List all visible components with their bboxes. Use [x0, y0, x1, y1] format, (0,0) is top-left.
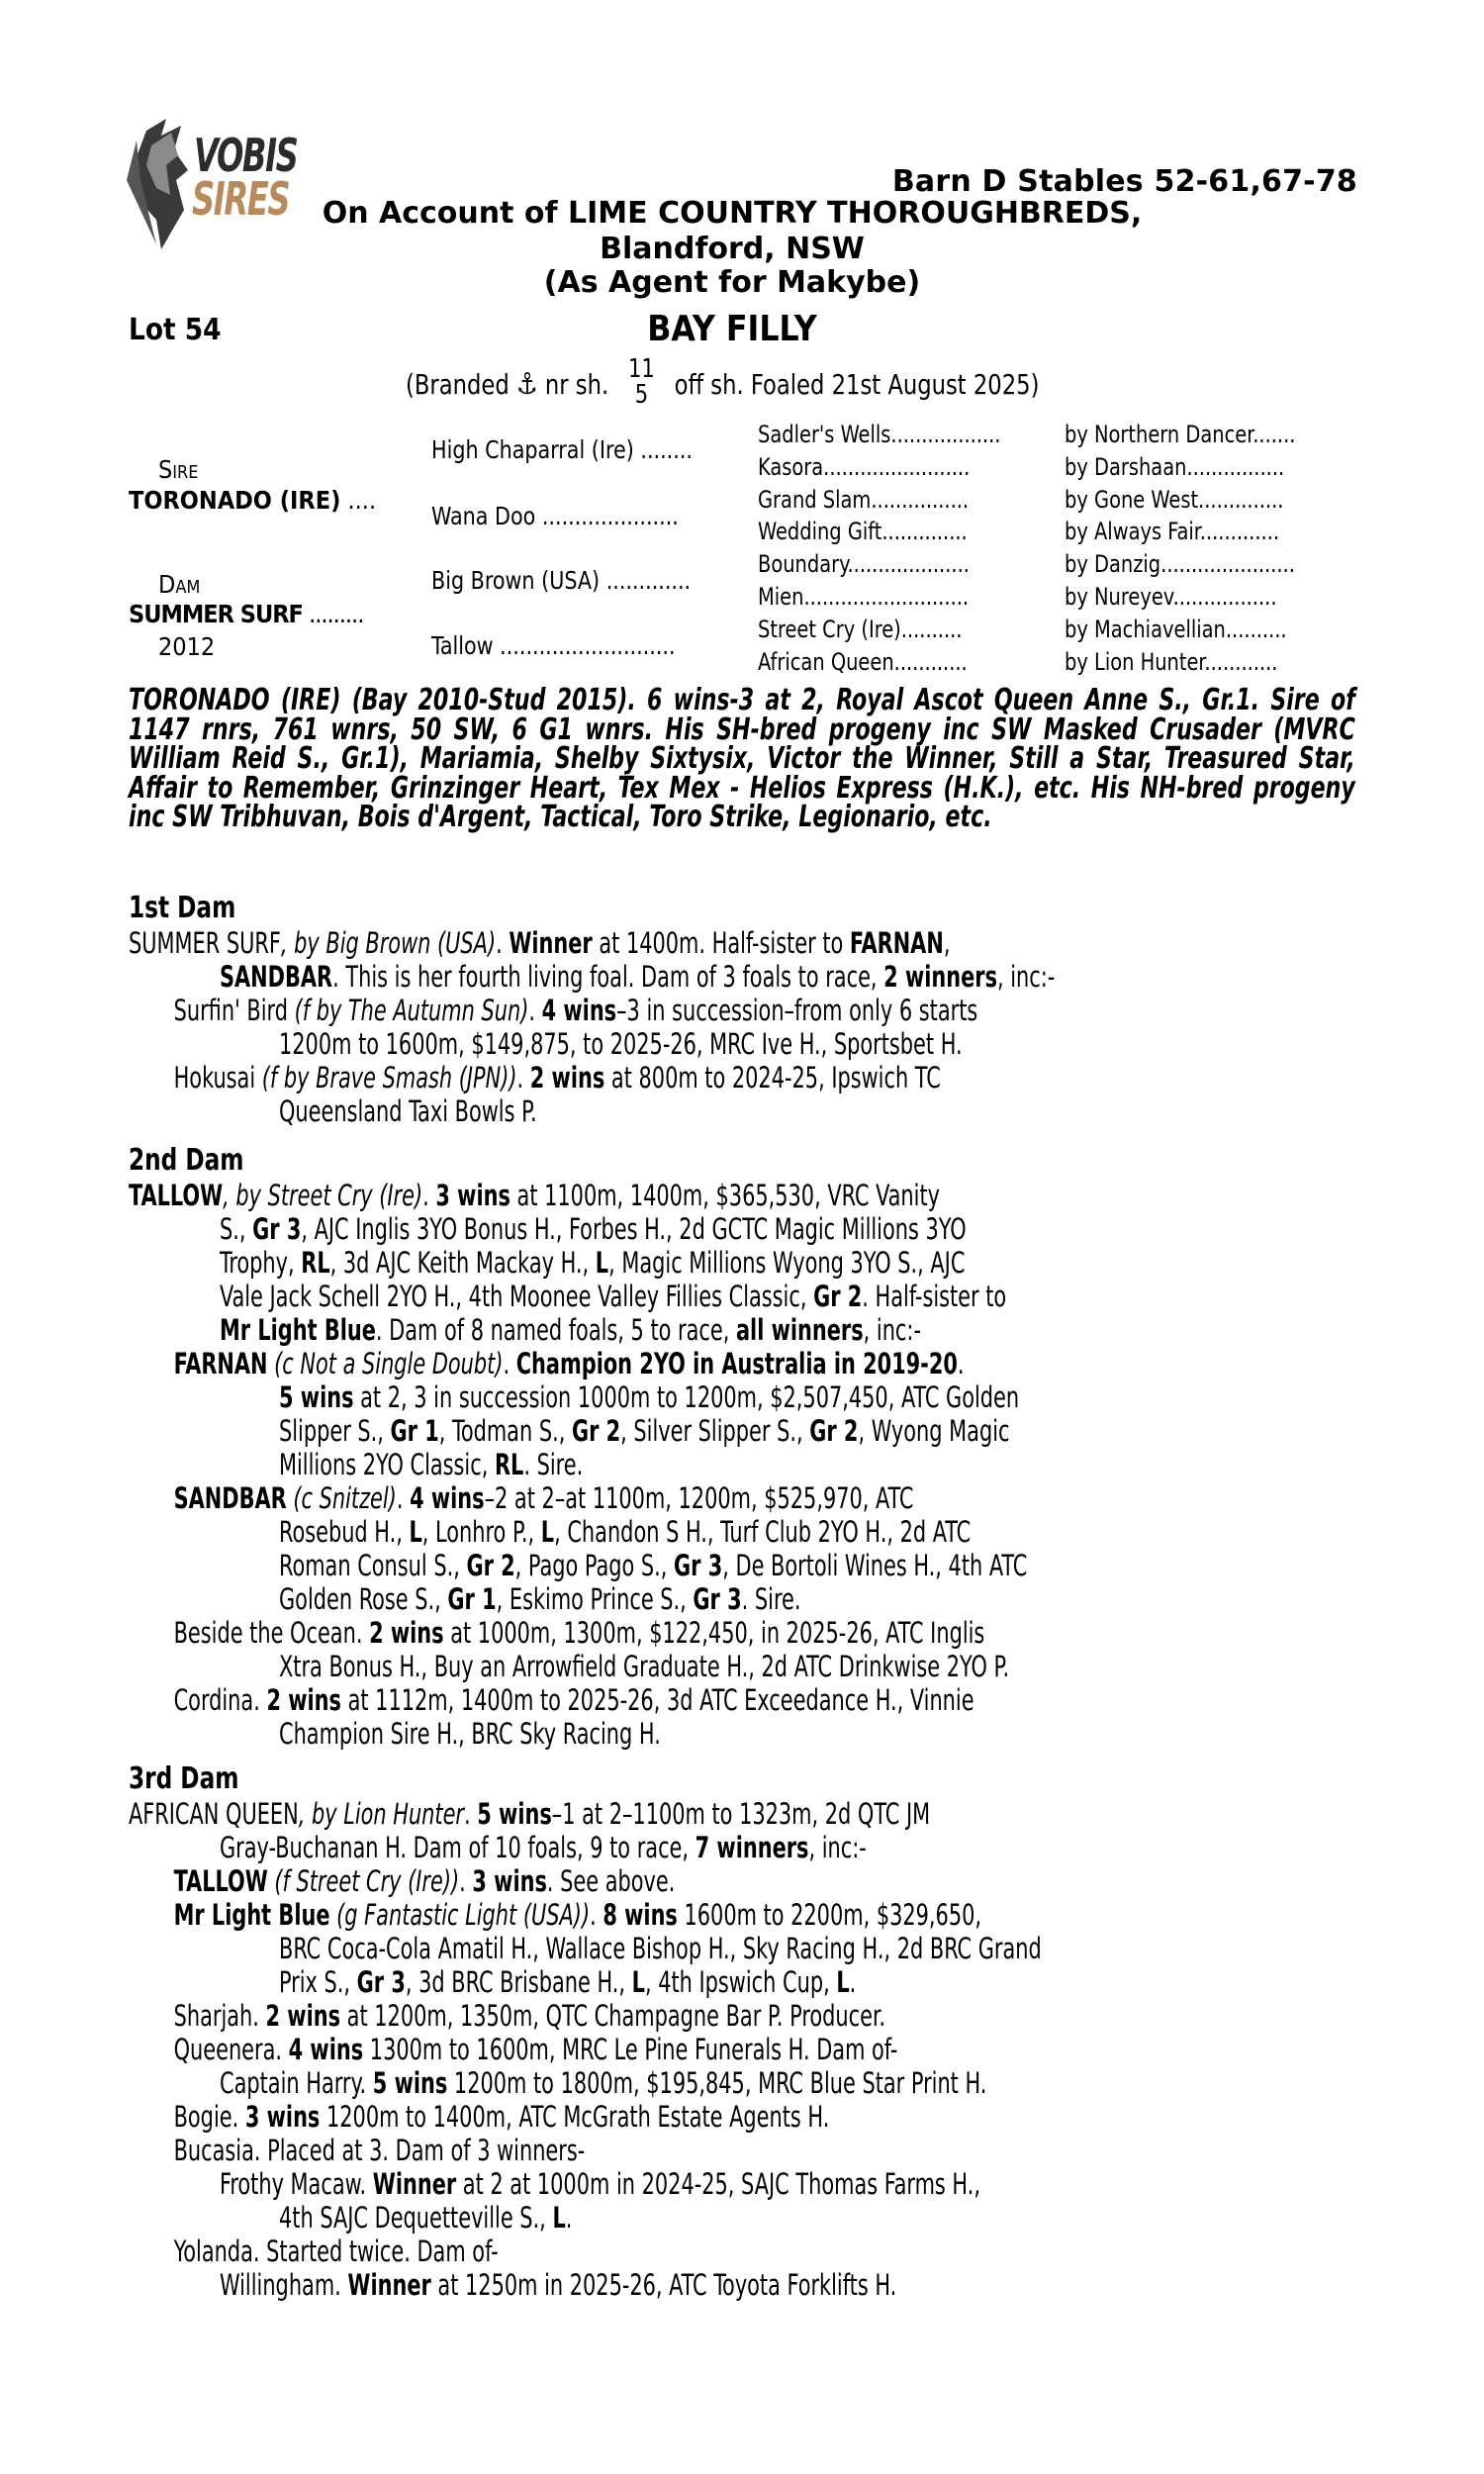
logo-text-sires: SIRES	[192, 172, 290, 226]
pedigree-line	[129, 1864, 1118, 1898]
bold-run: RL	[494, 1448, 524, 1481]
first-dam-lines	[129, 926, 1365, 1128]
text-run: at 2, 3 in succession 1000m to 1200m, $2,507,450, ATC Golden	[353, 1380, 1020, 1414]
bold-run: L	[631, 1965, 645, 1999]
italic-run: , by Street Cry (Ire)	[223, 1179, 423, 1212]
text-run: , AJC Inglis 3YO Bonus H., Forbes H., 2d GCTC Magic Millions 3YO	[301, 1212, 967, 1246]
bold-run: 5 wins	[372, 2066, 448, 2100]
pedigree-line	[129, 2100, 1118, 2134]
italic-run: (f by The Autumn Sun)	[294, 994, 529, 1027]
gen3-name: Sadler's Wells	[758, 421, 891, 448]
bold-run: Gr 2	[813, 1280, 863, 1313]
dam-label-text: Dam	[158, 570, 201, 599]
dam-label	[158, 570, 200, 599]
bold-run: Gr 3	[693, 1582, 742, 1616]
text-run: –1 at 2–1100m to 1323m, 2d QTC JM	[551, 1797, 931, 1831]
text-run: .	[516, 1061, 530, 1094]
bold-run: SANDBAR	[173, 1481, 287, 1515]
text-run: 1200m to 1400m, ATC McGrath Estate Agents H.	[320, 2100, 830, 2134]
first-dam-section	[129, 891, 1365, 1128]
pedigree-gen2-entry	[431, 435, 693, 464]
text-run: .	[422, 1179, 436, 1212]
text-run: BRC Coca-Cola Amatil H., Wallace Bishop H., Sky Racing H., 2d BRC Grand	[279, 1932, 1042, 1965]
brand-prefix: (Branded	[406, 367, 510, 401]
text-run: SUMMER SURF	[129, 926, 281, 960]
gen3-by: by Machiavellian	[1065, 615, 1226, 643]
gen2-name: Big Brown (USA)	[431, 566, 601, 595]
pedigree-gen2-entry	[431, 502, 679, 530]
text-run: .	[590, 1898, 603, 1932]
sire-name	[129, 486, 376, 515]
text-run: , 3d AJC Keith Mackay H.,	[329, 1246, 596, 1280]
text-run: , Chandon S H., Turf Club 2YO H., 2d ATC	[554, 1515, 972, 1549]
pedigree-gen3-sire	[1065, 421, 1295, 448]
text-run	[268, 1347, 275, 1380]
pedigree-gen3-sire	[1065, 583, 1276, 611]
text-run: Cordina.	[173, 1683, 267, 1717]
bold-run: 4 wins	[288, 2033, 364, 2066]
bold-run: 5 wins	[279, 1380, 354, 1414]
bold-run: Gr 2	[466, 1549, 515, 1582]
dam-year: 2012	[158, 632, 216, 661]
text-run: ,	[943, 926, 951, 960]
text-run: –3 in succession–from only 6 starts	[616, 994, 978, 1027]
pedigree-gen2-entry	[431, 566, 691, 595]
pedigree-line	[129, 1932, 1118, 1965]
italic-run: (f Street Cry (Ire))	[274, 1864, 460, 1898]
second-dam-section	[129, 1143, 1365, 1751]
text-run: Bogie.	[173, 2100, 245, 2134]
gen3-by-dots: ................	[1186, 452, 1285, 481]
pedigree-line	[129, 2066, 1118, 2100]
gen3-name: Boundary	[758, 550, 848, 579]
sire-dots: ....	[347, 486, 377, 515]
brand-suffix: off sh. Foaled 21st August 2025)	[674, 367, 1040, 401]
text-run: Trophy,	[220, 1246, 302, 1280]
bold-run: Gr 3	[252, 1212, 302, 1246]
text-run: , 4th Ipswich Cup,	[644, 1965, 837, 1999]
bold-run: Gr 2	[571, 1414, 621, 1448]
text-run: at 1100m, 1400m, $365,530, VRC Vanity	[510, 1179, 940, 1212]
bold-run: 4 wins	[541, 994, 617, 1027]
bold-run: Gr 1	[447, 1582, 497, 1616]
pedigree-line	[129, 1549, 1118, 1582]
vendor-account: On Account of LIME COUNTRY THOROUGHBREDS,	[322, 196, 1143, 231]
pedigree-line	[129, 1280, 1118, 1313]
text-run: at 800m to 2024-25, Ipswich TC	[604, 1061, 941, 1094]
bold-run: L	[540, 1515, 555, 1549]
pedigree-line	[129, 1999, 1118, 2033]
text-run	[330, 1898, 337, 1932]
text-run: S.,	[220, 1212, 253, 1246]
text-run: . Sire.	[741, 1582, 801, 1616]
bold-run: Mr Light Blue	[173, 1898, 330, 1932]
pedigree-line	[129, 1616, 1118, 1650]
gen3-by: by Lion Hunter	[1065, 647, 1205, 676]
text-run: , inc:-	[997, 960, 1056, 994]
lot-number: Lot 54	[129, 313, 222, 347]
text-run	[287, 1481, 294, 1515]
text-run: , Todman S.,	[438, 1414, 572, 1448]
gen2-dots: .............	[600, 566, 692, 595]
italic-run: (g Fantastic Light (USA))	[336, 1898, 591, 1932]
brand-fraction	[628, 356, 655, 408]
italic-run: (c Not a Single Doubt)	[274, 1347, 504, 1380]
pedigree-line	[129, 2167, 1118, 2201]
text-run: Slipper S.,	[279, 1414, 391, 1448]
third-dam-lines	[129, 1797, 1365, 2302]
bold-run: Gr 3	[356, 1965, 406, 1999]
text-run: 1600m to 2200m, $329,650,	[677, 1898, 982, 1932]
pedigree-line	[129, 1027, 1118, 1061]
text-run: .	[957, 1347, 965, 1380]
pedigree-line	[129, 1179, 1118, 1212]
text-run: , Silver Slipper S.,	[620, 1414, 810, 1448]
text-run: Beside the Ocean.	[173, 1616, 370, 1650]
gen2-name: Tallow	[431, 631, 494, 660]
bold-run: 2 wins	[266, 1683, 341, 1717]
gen3-by-dots: .............	[1199, 518, 1280, 546]
pedigree-gen3-entry	[758, 616, 962, 643]
gen3-by: by Always Fair	[1065, 518, 1200, 546]
text-run: .	[496, 926, 510, 960]
text-run: .	[459, 1864, 473, 1898]
bold-run: TALLOW	[173, 1864, 268, 1898]
pedigree-line	[129, 1212, 1118, 1246]
gen3-name: Kasora	[758, 452, 824, 481]
sire-label	[158, 455, 199, 484]
pedigree-gen3-entry	[758, 421, 1000, 448]
pedigree-line	[129, 2134, 1118, 2167]
text-run: 1200m to 1600m, $149,875, to 2025-26, MRC Ive H., Sportsbet H.	[279, 1027, 963, 1061]
text-run: Yolanda. Started twice. Dam of-	[173, 2235, 499, 2268]
text-run: Surfin' Bird	[173, 994, 295, 1027]
gen3-dots: ................	[871, 485, 970, 514]
text-run: .	[849, 1965, 857, 1999]
pedigree-line	[129, 1650, 1118, 1683]
text-run: Vale Jack Schell 2YO H., 4th Moonee Valley Fillies Classic,	[220, 1280, 814, 1313]
text-run: , Magic Millions Wyong 3YO S., AJC	[608, 1246, 966, 1280]
text-run: , De Bortoli Wines H., 4th ATC	[722, 1549, 1028, 1582]
third-dam-section	[129, 1761, 1365, 2302]
pedigree-line	[129, 1683, 1118, 1717]
gen3-by-dots: ..........	[1225, 615, 1287, 643]
pedigree-line	[129, 1347, 1118, 1380]
pedigree-gen3-sire	[1065, 518, 1279, 545]
bold-run: all winners	[735, 1313, 864, 1347]
bold-run: L	[595, 1246, 609, 1280]
bold-run: 2 wins	[369, 1616, 444, 1650]
pedigree-line	[129, 1061, 1118, 1094]
pedigree-gen3-sire	[1065, 616, 1287, 643]
gen3-dots: ..................	[890, 421, 1001, 448]
bold-run: Champion 2YO in Australia in 2019-20	[515, 1347, 958, 1380]
gen3-dots: ........................	[823, 452, 971, 481]
text-run: , Wyong Magic	[858, 1414, 1010, 1448]
logo-text-vobis: VOBIS	[194, 129, 298, 182]
text-run: , inc:-	[808, 1831, 867, 1864]
text-run: .	[528, 994, 542, 1027]
pedigree-line	[129, 1515, 1118, 1549]
text-run: Prix S.,	[279, 1965, 357, 1999]
gen3-by: by Darshaan	[1065, 452, 1187, 481]
gen3-name: Mien	[758, 583, 804, 611]
pedigree-gen3-entry	[758, 550, 970, 578]
text-run: at 1400m. Half-sister to	[592, 926, 850, 960]
pedigree-line	[129, 960, 1118, 994]
pedigree-line	[129, 1831, 1118, 1864]
brand-near-side: nr sh.	[544, 367, 609, 401]
pedigree-line	[129, 1797, 1118, 1831]
gen2-dots: ...........................	[493, 631, 676, 660]
text-run: Xtra Bonus H., Buy an Arrowfield Graduate H., 2d ATC Drinkwise 2YO P.	[279, 1650, 1010, 1683]
text-run: at 1250m in 2025-26, ATC Toyota Forklifts H.	[430, 2268, 897, 2302]
gen3-dots: ..........	[900, 615, 963, 643]
italic-run: (c Snitzel)	[293, 1481, 397, 1515]
pedigree-gen3-sire	[1065, 486, 1283, 514]
gen3-by: by Danzig	[1065, 550, 1161, 579]
pedigree-line	[129, 1582, 1118, 1616]
vendor-location: Blandford, NSW	[600, 232, 865, 266]
text-run: at 1000m, 1300m, $122,450, in 2025-26, ATC Inglis	[443, 1616, 985, 1650]
text-run: . Dam of 8 named foals, 5 to race,	[375, 1313, 736, 1347]
italic-run: , by Lion Hunter	[298, 1797, 465, 1831]
pedigree-line	[129, 926, 1118, 960]
dam-name-text: SUMMER SURF	[129, 600, 303, 628]
gen3-name: Grand Slam	[758, 485, 872, 514]
gen3-by-dots: ......................	[1160, 550, 1295, 579]
brand-description	[406, 354, 1040, 410]
text-run: , Eskimo Prince S.,	[496, 1582, 694, 1616]
text-run: .	[464, 1797, 478, 1831]
text-run: –2 at 2–at 1100m, 1200m, $525,970, ATC	[484, 1481, 914, 1515]
text-run: .	[565, 2201, 573, 2235]
second-dam-lines	[129, 1179, 1365, 1751]
text-run: Hokusai	[173, 1061, 262, 1094]
pedigree-line	[129, 1898, 1118, 1932]
second-dam-heading: 2nd Dam	[129, 1143, 244, 1178]
pedigree-line	[129, 1414, 1118, 1448]
text-run: Gray-Buchanan H. Dam of 10 foals, 9 to race,	[220, 1831, 696, 1864]
text-run: , inc:-	[863, 1313, 921, 1347]
bold-run: 2 wins	[529, 1061, 605, 1094]
bold-run: 3 wins	[472, 1864, 547, 1898]
anchor-icon: ⚓	[515, 366, 538, 402]
text-run: 1300m to 1600m, MRC Le Pine Funerals H. Dam of-	[363, 2033, 898, 2066]
dam-dots: .........	[309, 600, 364, 628]
third-dam-heading: 3rd Dam	[129, 1761, 239, 1796]
bold-run: RL	[301, 1246, 330, 1280]
pedigree-line	[129, 1094, 1118, 1128]
text-run: at 1200m, 1350m, QTC Champagne Bar P. Producer.	[340, 1999, 886, 2033]
text-run: 1200m to 1800m, $195,845, MRC Blue Star Print H.	[447, 2066, 987, 2100]
text-run: 4th SAJC Dequetteville S.,	[279, 2201, 553, 2235]
gen3-by: by Northern Dancer	[1065, 421, 1253, 448]
text-run: . This is her fourth living foal. Dam of 3 foals to race,	[332, 960, 884, 994]
gen3-dots: ....................	[847, 550, 970, 579]
text-run: at 2 at 1000m in 2024-25, SAJC Thomas Farms H.,	[456, 2167, 980, 2201]
text-run: Frothy Macaw.	[220, 2167, 373, 2201]
text-run: Champion Sire H., BRC Sky Racing H.	[279, 1717, 661, 1751]
pedigree-gen3-entry	[758, 518, 968, 545]
bold-run: 2 wins	[265, 1999, 341, 2033]
bold-run: Gr 3	[674, 1549, 723, 1582]
bold-run: Gr 1	[390, 1414, 439, 1448]
brand-fraction-top: 11	[628, 354, 655, 384]
text-run: Queenera.	[173, 2033, 289, 2066]
pedigree-gen3-sire	[1065, 648, 1277, 676]
bold-run: 4 wins	[410, 1481, 485, 1515]
gen3-dots: ..............	[881, 518, 968, 546]
bold-run: L	[836, 1965, 850, 1999]
text-run: Willingham.	[220, 2268, 348, 2302]
text-run: , 3d BRC Brisbane H.,	[405, 1965, 632, 1999]
vendor-agent: (As Agent for Makybe)	[543, 265, 921, 300]
text-run: Sharjah.	[173, 1999, 266, 2033]
gen3-dots: ...........................	[803, 583, 970, 611]
text-run: Rosebud H.,	[279, 1515, 410, 1549]
gen3-by: by Gone West	[1065, 485, 1199, 514]
sire-summary: TORONADO (IRE) (Bay 2010-Stud 2015). 6 wins-3 at 2, Royal Ascot Queen Anne S., Gr.1. Sire of 1147 rnrs, 761 wnrs, 50 SW, 6 G1 wnrs. His SH-bred progeny inc SW Masked Crusader (MVRC William Reid S., Gr.1), Mariamia, Shelby Sixtysix, Victor the Winner, Still a Star, Treasured Star, Affair to Remember, Grinzinger Heart, Tex Mex - Helios Express (H.K.), etc. His NH-bred progeny inc SW Tribhuvan, Bois d'Argent, Tactical, Toro Strike, Legionario, etc.	[129, 683, 1355, 834]
bold-run: Gr 2	[809, 1414, 859, 1448]
pedigree-line	[129, 1717, 1118, 1751]
barn-stables: Barn D Stables 52-61,67-78	[891, 164, 1357, 199]
pedigree-line	[129, 2201, 1118, 2235]
pedigree-line	[129, 2235, 1118, 2268]
gen2-dots: .....................	[535, 502, 679, 530]
bold-run: 7 winners	[695, 1831, 809, 1864]
bold-run: Winner	[372, 2167, 457, 2201]
bold-run: FARNAN	[849, 926, 944, 960]
bold-run: TALLOW	[129, 1179, 224, 1212]
bold-run: 8 wins	[603, 1898, 678, 1932]
gen2-name: Wana Doo	[431, 502, 536, 530]
sire-name-text: TORONADO (IRE)	[129, 486, 341, 515]
text-run: . Half-sister to	[862, 1280, 1007, 1313]
italic-run: (f by Brave Smash (JPN))	[261, 1061, 517, 1094]
first-dam-heading: 1st Dam	[129, 891, 236, 925]
gen3-by: by Nureyev	[1065, 583, 1173, 611]
pedigree-gen3-entry	[758, 583, 969, 611]
text-run: Roman Consul S.,	[279, 1549, 467, 1582]
pedigree-line	[129, 994, 1118, 1027]
bold-run: FARNAN	[173, 1347, 268, 1380]
bold-run: Winner	[347, 2268, 431, 2302]
text-run: . Sire.	[523, 1448, 584, 1481]
pedigree-gen3-entry	[758, 486, 969, 514]
bold-run: L	[409, 1515, 422, 1549]
text-run: , Pago Pago S.,	[514, 1549, 675, 1582]
gen3-by-dots: .................	[1172, 583, 1277, 611]
bold-run: L	[552, 2201, 566, 2235]
gen3-by-dots: ..............	[1198, 485, 1284, 514]
gen3-name: Wedding Gift	[758, 518, 882, 546]
pedigree-line	[129, 2033, 1118, 2066]
text-run: Queensland Taxi Bowls P.	[279, 1094, 537, 1128]
pedigree-gen2-entry	[431, 631, 676, 660]
bold-run: Mr Light Blue	[220, 1313, 376, 1347]
gen2-dots: ........	[633, 435, 693, 464]
gen3-dots: ............	[893, 647, 968, 676]
text-run: .	[503, 1347, 516, 1380]
bold-run: 5 wins	[477, 1797, 552, 1831]
text-run: .	[396, 1481, 411, 1515]
dam-name	[129, 600, 363, 628]
pedigree-gen3-entry	[758, 648, 968, 676]
text-run: Golden Rose S.,	[279, 1582, 448, 1616]
pedigree-gen3-entry	[758, 453, 970, 481]
text-run: , Lonhro P.,	[421, 1515, 541, 1549]
pedigree-line	[129, 2268, 1118, 2302]
bold-run: SANDBAR	[220, 960, 333, 994]
brand-fraction-bottom: 5	[634, 380, 649, 410]
gen3-by-dots: .......	[1252, 421, 1296, 448]
bold-run: 3 wins	[435, 1179, 510, 1212]
text-run: Millions 2YO Classic,	[279, 1448, 495, 1481]
italic-run: , by Big Brown (USA)	[280, 926, 497, 960]
text-run: at 1112m, 1400m to 2025-26, 3d ATC Exceedance H., Vinnie	[340, 1683, 974, 1717]
bold-run: 2 winners	[883, 960, 997, 994]
gen2-name: High Chaparral (Ire)	[431, 435, 634, 464]
pedigree-line	[129, 1965, 1118, 1999]
pedigree-gen3-sire	[1065, 453, 1284, 481]
gen3-by-dots: ............	[1204, 647, 1278, 676]
text-run: Bucasia. Placed at 3. Dam of 3 winners-	[173, 2134, 586, 2167]
text-run: AFRICAN QUEEN	[129, 1797, 299, 1831]
gen3-name: Street Cry (Ire)	[758, 615, 901, 643]
pedigree-line	[129, 1380, 1118, 1414]
pedigree-line	[129, 1481, 1118, 1515]
bold-run: 3 wins	[244, 2100, 321, 2134]
gen3-name: African Queen	[758, 647, 894, 676]
text-run: . See above.	[546, 1864, 676, 1898]
pedigree-line	[129, 1246, 1118, 1280]
text-run: Captain Harry.	[220, 2066, 373, 2100]
sire-label-text: Sire	[158, 455, 199, 484]
lot-title: BAY FILLY	[647, 309, 817, 349]
bold-run: Winner	[509, 926, 593, 960]
pedigree-gen3-sire	[1065, 550, 1295, 578]
pedigree-line	[129, 1313, 1118, 1347]
pedigree-line	[129, 1448, 1118, 1481]
